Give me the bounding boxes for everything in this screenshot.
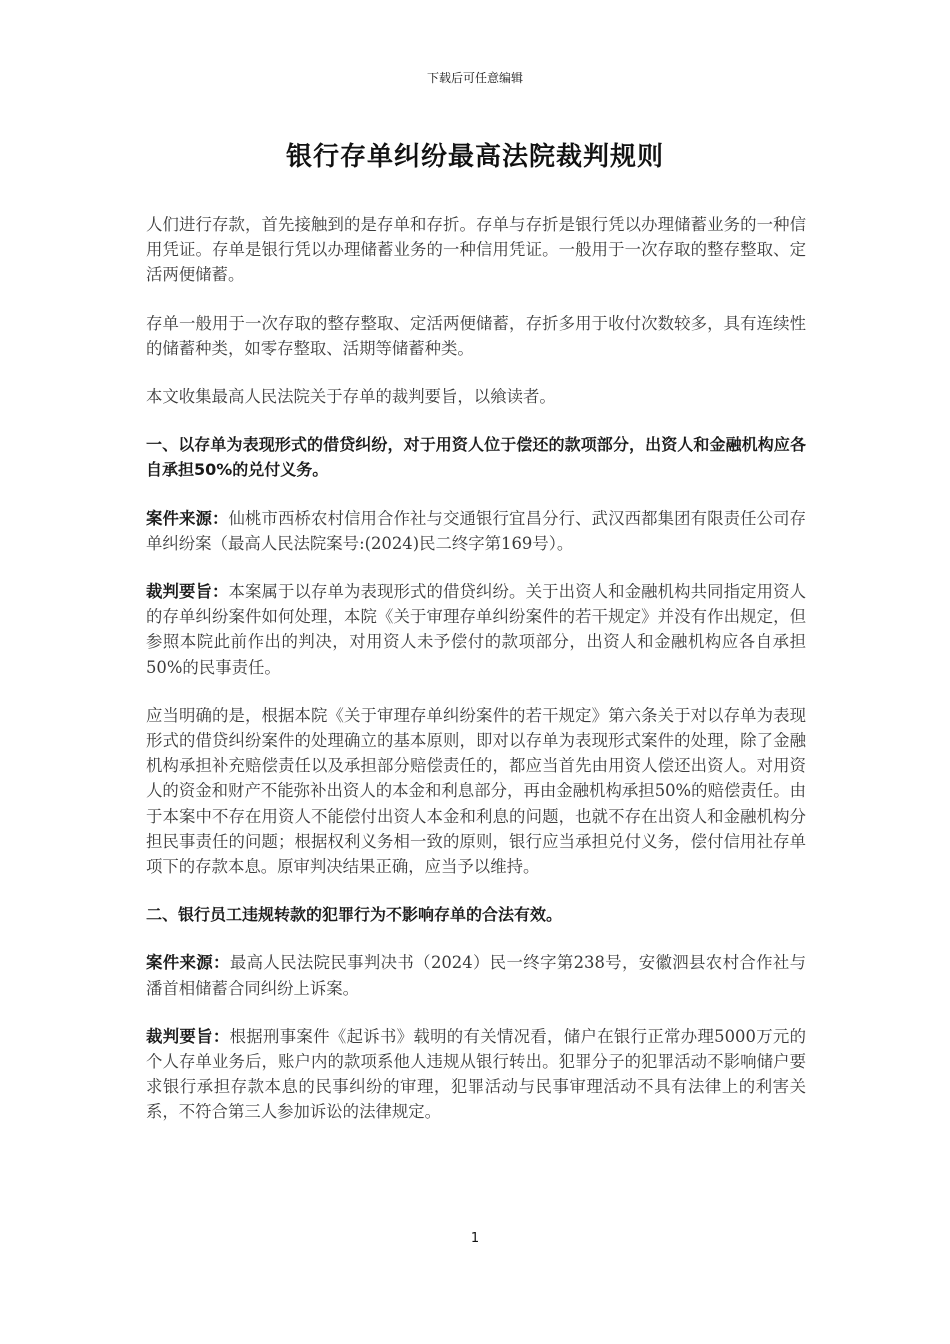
page-number: 1	[470, 1231, 480, 1246]
paragraph-text: 存单一般用于一次存取的整存整取、定活两便储蓄，存折多用于收付次数较多，具有连续性的储蓄种类，如零存整取、活期等储蓄种类。	[146, 313, 806, 358]
paragraph-text: 最高人民法院民事判决书（2024）民一终字第238号，安徽泗县农村合作社与潘首相储蓄合同纠纷上诉案。	[146, 953, 807, 998]
body-paragraph	[146, 311, 806, 361]
ruling-paragraph	[146, 579, 806, 680]
paragraph-text: 应当明确的是，根据本院《关于审理存单纠纷案件的若干规定》第六条关于对以存单为表现形式的借贷纠纷案件的处理确立的基本原则，即对以存单为表现形式案件的处理，除了金融机构承担补充赔偿责任以及承担部分赔偿责任的，都应当首先由用资人偿还出资人。对用资人的资金和财产不能弥补出资人的本金和利息部分，再由金融机构承担50%的赔偿责任。由于本案中不存在用资人不能偿付出资人本金和利息的问题，也就不存在出资人和金融机构分担民事责任的问题；根据权利义务相一致的原则，银行应当承担兑付义务，偿付信用社存单项下的存款本息。原审判决结果正确，应当予以维持。	[146, 705, 806, 877]
paragraph-text: 根据刑事案件《起诉书》载明的有关情况看，储户在银行正常办理5000万元的个人存单业务后，账户内的款项系他人违规从银行转出。犯罪分子的犯罪活动不影响储户要求银行承担存款本息的民事纠纷的审理，犯罪活动与民事审理活动不具有法律上的利害关系，不符合第三人参加诉讼的法律规定。	[146, 1026, 807, 1122]
case-source-paragraph	[146, 950, 806, 1000]
header-note: 下载后可任意编辑	[426, 71, 523, 85]
body-paragraph	[146, 384, 806, 409]
document-body	[146, 212, 806, 1148]
ruling-label: 裁判要旨：	[146, 1026, 230, 1046]
case-source-label: 案件来源：	[146, 953, 230, 973]
paragraph-text: 本文收集最高人民法院关于存单的裁判要旨，以飨读者。	[146, 387, 556, 407]
ruling-label: 裁判要旨：	[146, 582, 229, 602]
section-heading: 一、以存单为表现形式的借贷纠纷，对于用资人位于偿还的款项部分，出资人和金融机构应各自承担50%的兑付义务。	[146, 435, 806, 480]
case-source-label: 案件来源：	[146, 508, 229, 528]
case-source-paragraph	[146, 506, 806, 556]
paragraph-text: 人们进行存款，首先接触到的是存单和存折。存单与存折是银行凭以办理储蓄业务的一种信用凭证。存单是银行凭以办理储蓄业务的一种信用凭证。一般用于一次存取的整存整取、定活两便储蓄。	[146, 215, 806, 285]
section-heading: 二、银行员工违规转款的犯罪行为不影响存单的合法有效。	[146, 905, 563, 925]
body-paragraph	[146, 703, 806, 879]
paragraph-text: 仙桃市西桥农村信用合作社与交通银行宜昌分行、武汉西都集团有限责任公司存单纠纷案（最高人民法院案号:(2024)民二终字第169号）。	[146, 508, 806, 553]
paragraph-text: 本案属于以存单为表现形式的借贷纠纷。关于出资人和金融机构共同指定用资人的存单纠纷案件如何处理，本院《关于审理存单纠纷案件的若干规定》并没有作出规定，但参照本院此前作出的判决，对用资人未予偿付的款项部分，出资人和金融机构应各自承担50%的民事责任。	[146, 582, 806, 677]
document-title: 银行存单纠纷最高法院裁判规则	[285, 142, 664, 172]
ruling-paragraph	[146, 1024, 806, 1125]
body-paragraph	[146, 212, 806, 288]
